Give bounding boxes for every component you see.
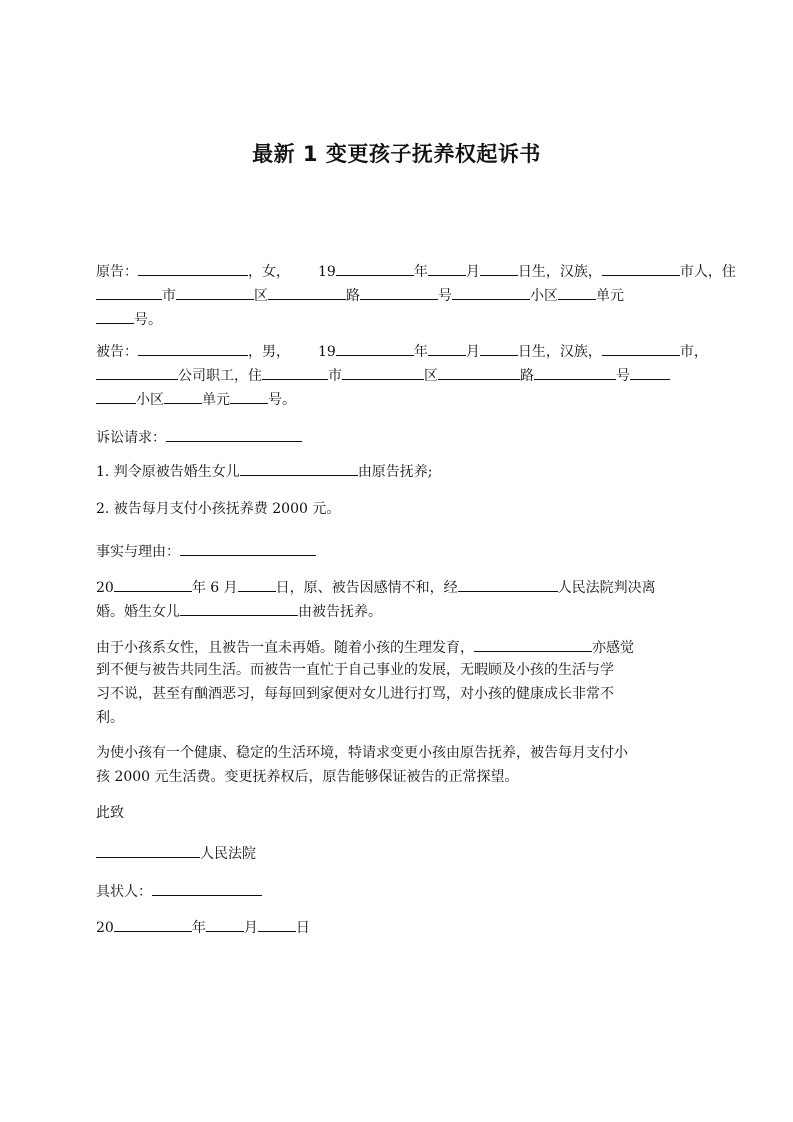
plaintiff-line-2: [96, 282, 708, 306]
closing-court-text: 人民法院: [200, 846, 256, 862]
claims-blank[interactable]: [166, 424, 302, 442]
claims-label: 诉讼请求：: [96, 430, 166, 446]
facts-p2-line-2: 到不便与被告共同生活。而被告一直忙于自己事业的发展，无暇顾及小孩的生活与学: [96, 662, 614, 678]
defendant-district-text: 区: [424, 368, 438, 384]
date-prefix: 20: [96, 920, 114, 936]
plaintiff-birth-prefix: 19: [318, 264, 336, 280]
defendant-label: 被告：: [96, 344, 138, 360]
date-year-blank[interactable]: [114, 914, 192, 932]
plaintiff-line-1: [96, 258, 736, 282]
facts-paragraph-3: [96, 741, 708, 789]
defendant-birth-month-blank[interactable]: [428, 338, 466, 356]
plaintiff-number-end: 号。: [134, 312, 162, 328]
signer-label: 具状人：: [96, 884, 152, 900]
claim-1-child-blank[interactable]: [240, 458, 358, 476]
plaintiff-birth-year-blank[interactable]: [336, 258, 414, 276]
defendant-hometown-blank[interactable]: [602, 338, 680, 356]
facts-heading: [96, 538, 708, 562]
defendant-company-text: 公司职工，住: [178, 368, 262, 384]
defendant-city-comma: 市，: [679, 344, 708, 360]
defendant-birth-day-blank[interactable]: [480, 338, 518, 356]
document-title: 最新 1 变更孩子抚养权起诉书: [252, 142, 541, 166]
signer-name-blank[interactable]: [152, 878, 262, 896]
defendant-gender: ，男，: [248, 344, 290, 360]
plaintiff-month-text: 月: [465, 264, 480, 280]
defendant-community-blank[interactable]: [96, 386, 136, 404]
plaintiff-birth-day-blank[interactable]: [480, 258, 518, 276]
defendant-line-3: [96, 386, 708, 410]
claim-1-text-b: 由原告抚养;: [357, 464, 433, 480]
court-name-blank[interactable]: [458, 574, 558, 592]
facts-p1-a: 年 6 月: [191, 580, 238, 596]
date-day-text: 日: [295, 920, 310, 936]
defendant-name-blank[interactable]: [138, 338, 248, 356]
divorce-day-blank[interactable]: [238, 574, 276, 592]
date-day-blank[interactable]: [258, 914, 296, 932]
facts-paragraph-2: [96, 634, 708, 730]
defendant-road-blank[interactable]: [438, 362, 520, 380]
claim-item-2: [96, 497, 708, 521]
facts-label: 事实与理由：: [96, 544, 180, 560]
plaintiff-label: 原告：: [96, 264, 138, 280]
plaintiff-room-blank[interactable]: [96, 306, 134, 324]
plaintiff-district-blank[interactable]: [176, 282, 254, 300]
date-year-text: 年: [191, 920, 206, 936]
facts-p1-d: 婚。婚生女儿: [96, 604, 180, 620]
closing-signer: [96, 878, 708, 902]
defendant-district-blank[interactable]: [342, 362, 424, 380]
closing-court-blank[interactable]: [96, 840, 200, 858]
defendant-number-end: 号。: [268, 392, 296, 408]
plaintiff-unit-text: 单元: [596, 288, 624, 304]
plaintiff-birth-month-blank[interactable]: [428, 258, 466, 276]
claim-item-1: [96, 458, 708, 482]
divorce-year-blank[interactable]: [114, 574, 192, 592]
plaintiff-number-text: 号: [438, 288, 452, 304]
closing-salute: [96, 801, 708, 825]
plaintiff-city-text: 市: [162, 288, 176, 304]
defendant-number-cont-blank[interactable]: [630, 362, 670, 380]
facts-p2-line-4: 利。: [96, 710, 124, 726]
defendant-line-2: [96, 362, 708, 386]
plaintiff-year-text: 年: [413, 264, 428, 280]
plaintiff-line-3: [96, 306, 708, 330]
plaintiff-number-blank[interactable]: [360, 282, 438, 300]
plaintiff-name-blank[interactable]: [138, 258, 248, 276]
plaintiff-city-person: 市人，住: [679, 264, 736, 280]
claims-heading: [96, 424, 708, 448]
plaintiff-unit-blank[interactable]: [558, 282, 596, 300]
defendant-city-blank[interactable]: [262, 362, 328, 380]
defendant-community-text: 小区: [136, 392, 164, 408]
defendant-year-text: 年: [413, 344, 428, 360]
defendant-line-1: [96, 338, 708, 362]
defendant-company-blank[interactable]: [96, 362, 178, 380]
claim-1-text-a: 1. 判令原被告婚生女儿: [96, 464, 240, 480]
date-month-text: 月: [243, 920, 258, 936]
facts-p1-b: 日，原、被告因感情不和，经: [275, 580, 458, 596]
facts-p2-line-3: 习不说，甚至有酗酒恶习，每每回到家便对女儿进行打骂，对小孩的健康成长非常不: [96, 686, 614, 702]
facts-p1-prefix: 20: [96, 580, 114, 596]
plaintiff-district-text: 区: [254, 288, 268, 304]
defendant-road-text: 路: [520, 368, 534, 384]
facts-blank[interactable]: [180, 538, 316, 556]
plaintiff-road-text: 路: [346, 288, 360, 304]
facts-p1-c: 人民法院判决离: [557, 580, 656, 596]
plaintiff-born-text: 日生，汉族，: [517, 264, 602, 280]
defendant-unit-blank[interactable]: [164, 386, 202, 404]
defendant-birth-year-blank[interactable]: [336, 338, 414, 356]
defendant-birth-prefix: 19: [318, 344, 336, 360]
salute-text: 此致: [96, 805, 124, 821]
facts-paragraph-1: [96, 574, 708, 622]
claim-2-text: 2. 被告每月支付小孩抚养费 2000 元。: [96, 501, 341, 517]
defendant-month-text: 月: [465, 344, 480, 360]
plaintiff-community-blank[interactable]: [452, 282, 530, 300]
defendant-unit-text: 单元: [202, 392, 230, 408]
plaintiff-city-blank[interactable]: [96, 282, 162, 300]
facts-p1-e: 由被告抚养。: [298, 604, 382, 620]
defendant-born-text: 日生，汉族，: [517, 344, 602, 360]
closing-date: [96, 914, 708, 938]
plaintiff-community-text: 小区: [530, 288, 558, 304]
defendant-room-blank[interactable]: [230, 386, 268, 404]
facts-p3-line-1: 为使小孩有一个健康、稳定的生活环境，特请求变更小孩由原告抚养，被告每月支付小: [96, 745, 628, 761]
date-month-blank[interactable]: [206, 914, 244, 932]
facts-p2-a: 由于小孩系女性，且被告一直未再婚。随着小孩的生理发育，: [96, 640, 474, 656]
plaintiff-road-blank[interactable]: [268, 282, 346, 300]
defendant-number-text: 号: [616, 368, 630, 384]
facts-p3-line-2: 孩 2000 元生活费。变更抚养权后，原告能够保证被告的正常探望。: [96, 769, 519, 785]
child-name-blank[interactable]: [474, 634, 592, 652]
plaintiff-gender: ，女，: [248, 264, 290, 280]
defendant-paragraph: [96, 338, 708, 410]
daughter-name-blank[interactable]: [180, 598, 298, 616]
closing-court: [96, 840, 708, 864]
plaintiff-hometown-blank[interactable]: [602, 258, 680, 276]
defendant-city-text: 市: [328, 368, 342, 384]
plaintiff-paragraph: [96, 258, 736, 330]
defendant-number-blank[interactable]: [534, 362, 616, 380]
facts-p2-b: 亦感觉: [592, 640, 634, 656]
